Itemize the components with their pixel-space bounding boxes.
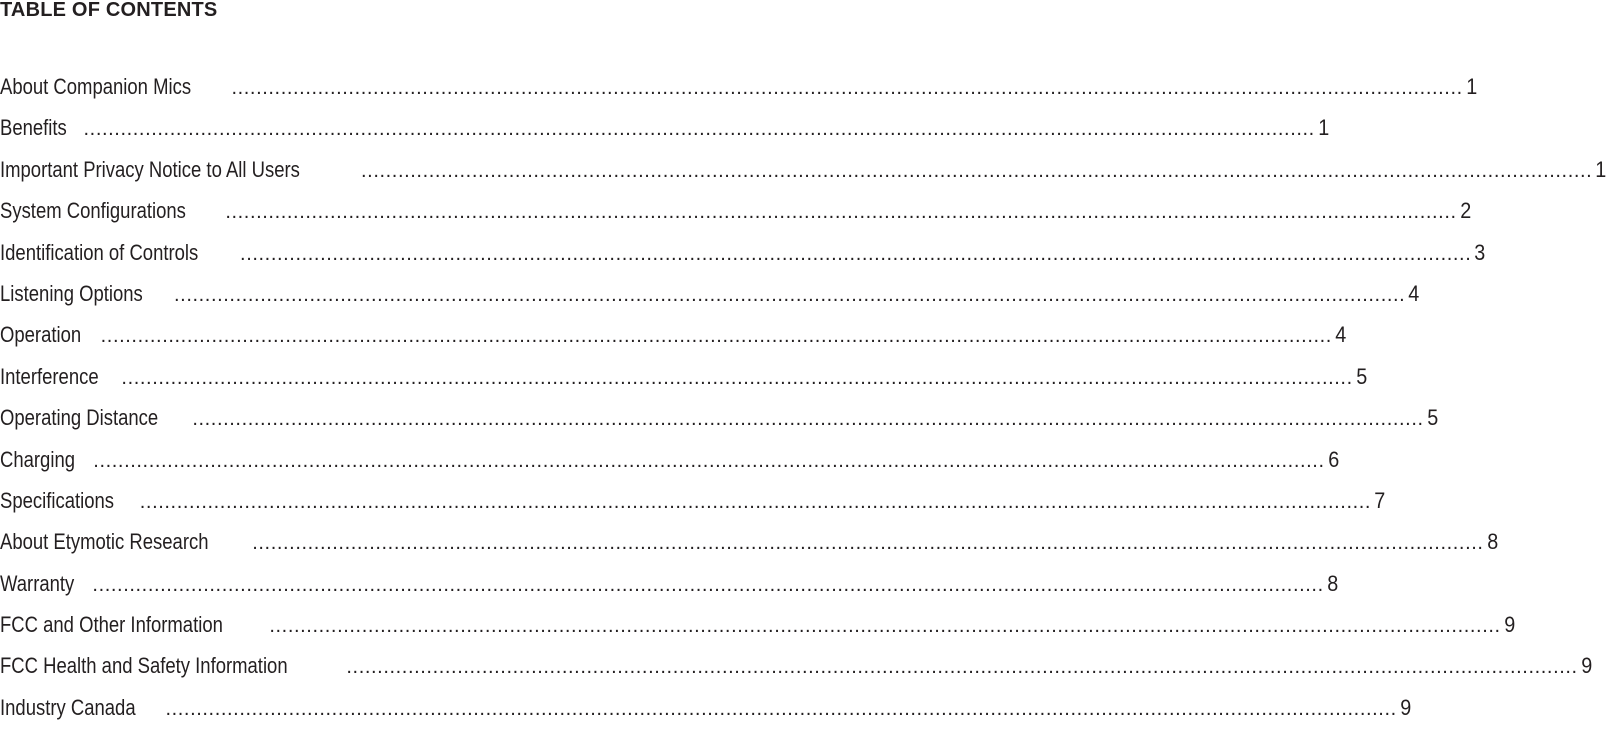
toc-entry-title: FCC Health and Safety Information: [0, 653, 288, 679]
toc-entry[interactable]: [0, 276, 1420, 317]
toc-entry-page: 8: [1486, 529, 1498, 555]
toc-list: [0, 69, 1607, 731]
toc-entry[interactable]: [0, 317, 1347, 358]
toc-entry-title: FCC and Other Information: [0, 612, 223, 638]
dot-leader: ........................................................................................................................................................................................................: [174, 283, 1406, 306]
toc-entry-title: Interference: [0, 363, 99, 389]
dot-leader: ........................................................................................................................................................................................................: [165, 697, 1397, 720]
toc-entry-title: Important Privacy Notice to All Users: [0, 156, 300, 182]
toc-entry-page: 3: [1474, 239, 1486, 265]
dot-leader: ........................................................................................................................................................................................................: [100, 325, 1332, 348]
dot-leader: ........................................................................................................................................................................................................: [192, 408, 1424, 431]
dot-leader: ........................................................................................................................................................................................................: [240, 242, 1472, 265]
toc-entry[interactable]: [0, 566, 1338, 607]
toc-entry-page: 7: [1374, 487, 1386, 513]
toc-entry-title: System Configurations: [0, 198, 186, 224]
toc-entry-title: Benefits: [0, 115, 67, 141]
toc-entry-page: 5: [1355, 363, 1367, 389]
toc-entry-title: Charging: [0, 446, 75, 472]
toc-entry-page: 1: [1318, 115, 1330, 141]
dot-leader: ........................................................................................................................................................................................................: [252, 532, 1484, 555]
dot-leader: ........................................................................................................................................................................................................: [346, 656, 1578, 679]
toc-entry-page: 9: [1580, 653, 1592, 679]
toc-entry-title: Warranty: [0, 570, 75, 596]
toc-entry-page: 5: [1426, 405, 1438, 431]
toc-entry-title: About Etymotic Research: [0, 529, 209, 555]
toc-entry[interactable]: [0, 400, 1438, 441]
dot-leader: ........................................................................................................................................................................................................: [93, 449, 1325, 472]
toc-entry-title: About Companion Mics: [0, 74, 192, 99]
dot-leader: ........................................................................................................................................................................................................: [121, 366, 1353, 389]
toc-entry-page: 2: [1459, 198, 1471, 224]
toc-entry[interactable]: [0, 359, 1367, 400]
toc-entry[interactable]: [0, 193, 1471, 234]
toc-entry-title: Identification of Controls: [0, 239, 199, 265]
toc-entry-page: 4: [1408, 280, 1420, 306]
toc-entry[interactable]: [0, 607, 1515, 648]
toc-entry[interactable]: [0, 235, 1486, 276]
dot-leader: ........................................................................................................................................................................................................: [269, 615, 1501, 638]
toc-entry[interactable]: [0, 152, 1607, 193]
toc-entry[interactable]: [0, 690, 1412, 731]
toc-entry-page: 6: [1327, 446, 1339, 472]
toc-entry-page: 1: [1595, 156, 1607, 182]
dot-leader: ........................................................................................................................................................................................................: [361, 159, 1593, 182]
toc-entry-title: Operating Distance: [0, 405, 159, 431]
dot-leader: ........................................................................................................................................................................................................: [225, 201, 1457, 224]
toc-entry-page: 9: [1399, 694, 1412, 720]
toc-entry-page: 9: [1503, 612, 1515, 638]
toc-entry-page: 1: [1466, 74, 1478, 99]
toc-heading: TABLE OF CONTENTS: [0, 0, 218, 21]
toc-entry[interactable]: [0, 442, 1339, 483]
toc-entry[interactable]: [0, 483, 1386, 524]
dot-leader: ........................................................................................................................................................................................................: [83, 118, 1315, 141]
toc-entry-page: 4: [1335, 322, 1347, 348]
dot-leader: ........................................................................................................................................................................................................: [139, 490, 1372, 513]
toc-entry-title: Operation: [0, 322, 82, 348]
toc-entry-page: 8: [1326, 570, 1338, 596]
toc-entry[interactable]: [0, 648, 1592, 689]
toc-entry[interactable]: [0, 69, 1478, 110]
dot-leader: ........................................................................................................................................................................................................: [92, 573, 1324, 596]
toc-entry[interactable]: [0, 524, 1498, 565]
toc-entry-title: Specifications: [0, 487, 115, 513]
dot-leader: ........................................................................................................................................................................................................: [231, 77, 1463, 99]
toc-entry[interactable]: [0, 110, 1330, 151]
toc-entry-title: Industry Canada: [0, 694, 136, 720]
toc-entry-title: Listening Options: [0, 280, 143, 306]
